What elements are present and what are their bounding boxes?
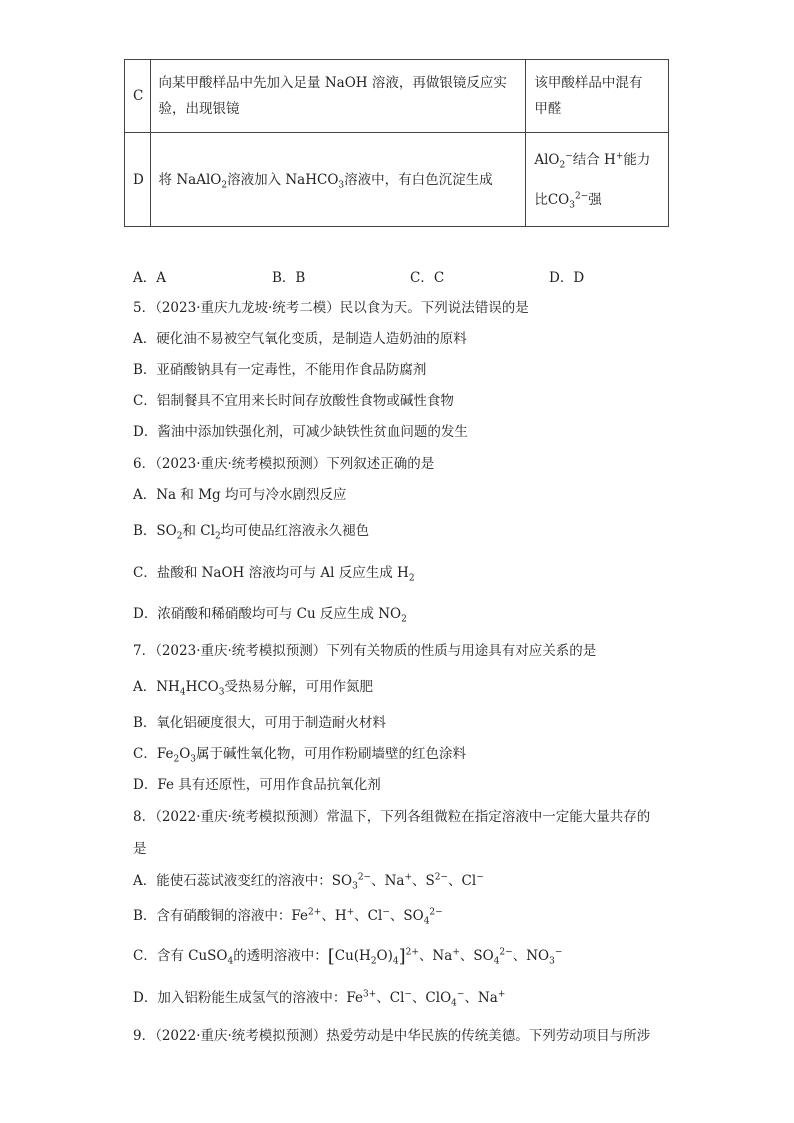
text: 溶液中，有白色沉淀生成 bbox=[344, 171, 493, 188]
subscript: 2 bbox=[173, 754, 180, 765]
choice-c[interactable]: C．C bbox=[410, 270, 445, 286]
choice-d[interactable]: D．D bbox=[549, 270, 585, 286]
superscript: + bbox=[615, 151, 624, 161]
q8-option-b[interactable]: B．含有硝酸铜的溶液中：$Fe^{2+}$、H+、Cl−、$SO_4^{2-}$ bbox=[133, 907, 443, 927]
text: 均可使品红溶液永久褪色 bbox=[220, 523, 370, 539]
choice-b[interactable]: B．B bbox=[272, 270, 306, 286]
text: 将 NaAlO bbox=[158, 171, 222, 188]
q5-option-b[interactable]: B．亚硝酸钠具有一定毒性，不能用作食品防腐剂 bbox=[133, 362, 427, 378]
text: C．含有 CuSO bbox=[133, 948, 228, 964]
operation-cell bbox=[150, 60, 526, 133]
operation-line-2: 验，出现银镜 bbox=[158, 101, 240, 117]
text: D．浓硝酸和稀硝酸均可与 Cu 反应生成 NO bbox=[133, 606, 402, 622]
conclusion-line-1: 该甲酸样品中混有 bbox=[534, 75, 643, 91]
subscript: 3 bbox=[569, 200, 575, 211]
choice-a[interactable]: A．A bbox=[133, 270, 166, 286]
text: 溶液加入 NaHCO bbox=[227, 171, 339, 188]
subscript: 3 bbox=[190, 754, 196, 765]
text: A．能使石蕊试液变红的溶液中： bbox=[133, 873, 332, 889]
subscript: 3 bbox=[338, 180, 345, 191]
q6-stem: 6．（2023·重庆·统考模拟预测）下列叙述正确的是 bbox=[133, 456, 435, 472]
text: C．盐酸和 NaOH 溶液均可与 Al 反应生成 H bbox=[133, 565, 409, 581]
text: D．加入铝粉能生成氢气的溶液中： bbox=[133, 990, 347, 1006]
text: O bbox=[179, 746, 191, 762]
subscript: 2 bbox=[408, 573, 415, 584]
options-table bbox=[124, 59, 669, 227]
subscript: 2 bbox=[401, 614, 407, 625]
text: 属于碱性氧化物，可用作粉刷墙壁的红色涂料 bbox=[196, 746, 466, 762]
text: A．NH bbox=[133, 679, 180, 695]
q5-option-d[interactable]: D．酱油中添加铁强化剂，可减少缺铁性贫血问题的发生 bbox=[133, 424, 468, 440]
q6-option-c[interactable] bbox=[133, 563, 673, 583]
table-row-c bbox=[125, 60, 669, 133]
text: 和 Cl bbox=[182, 523, 215, 539]
subscript: 4 bbox=[179, 687, 186, 698]
q5-option-c[interactable]: C．铝制餐具不宜用来长时间存放酸性食物或碱性食物 bbox=[133, 393, 454, 409]
row-letter: D bbox=[125, 133, 151, 227]
text: 受热易分解，可用作氮肥 bbox=[224, 679, 373, 695]
q7-option-c[interactable] bbox=[133, 744, 673, 764]
q9-stem: 9．（2022·重庆·统考模拟预测）热爱劳动是中华民族的传统美德。下列劳动项目与所涉 bbox=[133, 1028, 651, 1044]
conclusion-cell bbox=[526, 60, 669, 133]
conclusion-cell bbox=[526, 133, 669, 227]
q6-option-d[interactable] bbox=[133, 604, 673, 624]
text: 能力 bbox=[623, 151, 651, 168]
operation-cell bbox=[150, 133, 526, 227]
text: 强 bbox=[588, 191, 602, 208]
q7-stem: 7．（2023·重庆·统考模拟预测）下列有关物质的性质与用途具有对应关系的是 bbox=[133, 643, 597, 659]
q8-option-a[interactable]: A．能使石蕊试液变红的溶液中：$SO_3^{2-}$、Na+、$S^{2-}$、Cl− bbox=[133, 872, 484, 892]
q6-option-a[interactable]: A．Na 和 Mg 均可与冷水剧烈反应 bbox=[133, 487, 347, 503]
table-row-d bbox=[125, 133, 669, 227]
text: C．Fe bbox=[133, 746, 174, 762]
q5-option-a[interactable]: A．硬化油不易被空气氧化变质，是制造人造奶油的原料 bbox=[133, 331, 467, 347]
row-letter: C bbox=[125, 60, 151, 133]
text: HCO bbox=[185, 679, 219, 695]
subscript: 2 bbox=[221, 180, 228, 191]
subscript: 3 bbox=[218, 687, 225, 698]
conclusion-line-2: 甲醛 bbox=[534, 101, 562, 117]
q7-option-d[interactable]: D．Fe 具有还原性，可用作食品抗氧化剂 bbox=[133, 777, 381, 793]
subscript: 2 bbox=[176, 531, 183, 542]
q8-stem-line-2: 是 bbox=[133, 841, 147, 857]
superscript: 2− bbox=[574, 191, 589, 201]
text: 结合 H bbox=[572, 151, 616, 168]
subscript: 2 bbox=[559, 160, 566, 171]
text: 比CO bbox=[534, 191, 570, 208]
q5-stem: 5．（2023·重庆九龙坡·统考二模）民以食为天。下列说法错误的是 bbox=[133, 300, 529, 316]
operation-line-1: 向某甲酸样品中先加入足量 NaOH 溶液，再做银镜反应实 bbox=[158, 75, 507, 91]
subscript: 2 bbox=[214, 531, 221, 542]
q6-option-b[interactable] bbox=[133, 521, 673, 541]
text: 的透明溶液中： bbox=[233, 948, 328, 964]
q8-option-c[interactable]: C．含有 CuSO$_4$的透明溶液中：$[Cu(H_2O)_4]^{2+}$、Na+、$SO_4^{2-}$、$NO_3^-$ bbox=[133, 946, 563, 967]
q8-stem-line-1: 8．（2022·重庆·统考模拟预测）常温下，下列各组微粒在指定溶液中一定能大量共存的 bbox=[133, 809, 651, 825]
text: AlO bbox=[534, 151, 560, 168]
text: B．含有硝酸铜的溶液中： bbox=[133, 908, 292, 924]
q7-option-b[interactable]: B．氧化铝硬度很大，可用于制造耐火材料 bbox=[133, 715, 386, 731]
superscript: − bbox=[565, 151, 573, 161]
q8-option-d[interactable]: D．加入铝粉能生成氢气的溶液中：$Fe^{3+}$、Cl−、ClO$_4$−、Na+ bbox=[133, 989, 506, 1009]
q7-option-a[interactable] bbox=[133, 677, 673, 697]
text: B．SO bbox=[133, 523, 177, 539]
